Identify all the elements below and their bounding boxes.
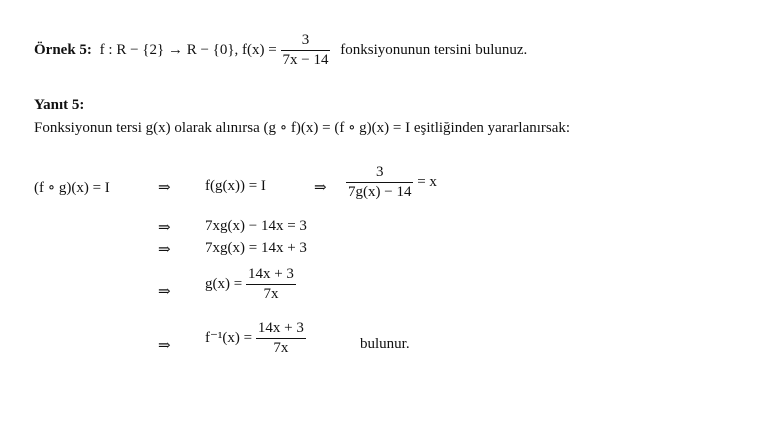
step-5-numerator: 14x + 3 <box>257 320 304 336</box>
example-fraction <box>281 32 331 69</box>
step-1-denominator: 7g(x) − 14 <box>348 184 412 200</box>
step-5-fraction <box>256 320 306 357</box>
step-1-numerator: 3 <box>375 164 384 180</box>
step-4-lhs: g(x) = <box>205 275 243 292</box>
step-1-fraction <box>346 164 413 201</box>
step-2-arrow: ⇒ <box>158 220 171 236</box>
step-5-arrow: ⇒ <box>158 338 171 354</box>
example-domain: f : R − {2} → R − {0}, f(x) = <box>99 41 277 58</box>
example-tail: fonksiyonunun tersini bulunuz. <box>340 41 528 58</box>
step-4-fraction <box>246 266 296 303</box>
step-4-expr <box>205 266 296 303</box>
step-4-arrow: ⇒ <box>158 284 171 300</box>
step-lhs: (f ∘ g)(x) = I <box>34 180 110 196</box>
step-5-expr <box>205 320 306 357</box>
example-statement <box>34 32 527 69</box>
example-fraction-numerator: 3 <box>301 32 310 48</box>
answer-intro: Fonksiyonun tersi g(x) olarak alınırsa (g ∘ f)(x) = (f ∘ g)(x) = I eşitliğinden yararlanırsak: <box>34 120 571 136</box>
step-1-arrow-2: ⇒ <box>314 180 327 196</box>
step-1-arrow: ⇒ <box>158 180 171 196</box>
step-5-tail: bulunur. <box>360 336 410 352</box>
step-2-expr: 7xg(x) − 14x = 3 <box>205 218 307 234</box>
step-4-numerator: 14x + 3 <box>247 266 294 282</box>
example-label: Örnek 5: <box>34 41 92 58</box>
answer-label: Yanıt 5: <box>34 97 85 113</box>
step-4-denominator: 7x <box>246 284 296 303</box>
step-5-denominator: 7x <box>256 338 306 357</box>
example-fraction-denominator: 7x − 14 <box>282 52 329 68</box>
step-1-fraction-expr <box>346 164 437 201</box>
step-1-expr: f(g(x)) = I <box>205 178 266 194</box>
step-5-lhs: f⁻¹(x) = <box>205 329 253 346</box>
step-3-expr: 7xg(x) = 14x + 3 <box>205 240 307 256</box>
step-3-arrow: ⇒ <box>158 242 171 258</box>
step-1-rhs: = x <box>417 173 437 190</box>
